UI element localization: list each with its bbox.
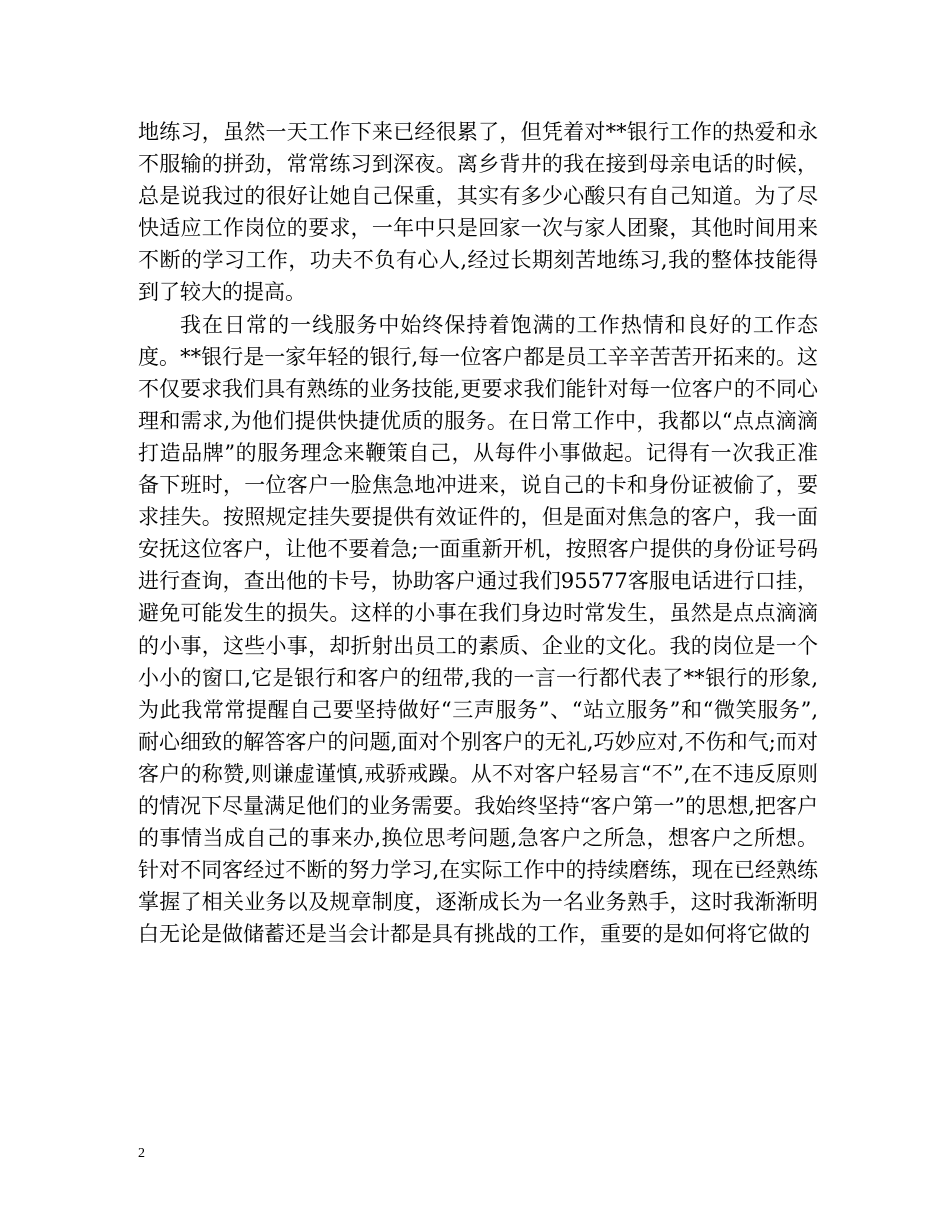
paragraph-service-attitude: 我在日常的一线服务中始终保持着饱满的工作热情和良好的工作态度。**银行是一家年轻的银行,每一位客户都是员工辛辛苦苦开拓来的。这不仅要求我们具有熟练的业务技能,更要求我们能针对每一位客户的不同心理和需求,为他们提供快捷优质的服务。在日常工作中，我都以“点点滴滴打造品牌”的服务理念来鞭策自己，从每件小事做起。记得有一次我正准备下班时，一位客户一脸焦急地冲进来，说自己的卡和身份证被偷了，要求挂失。按照规定挂失要提供有效证件的，但是面对焦急的客户，我一面安抚这位客户，让他不要着急;一面重新开机，按照客户提供的身份证号码进行查询，查出他的卡号，协助客户通过我们95577客服电话进行口挂，避免可能发生的损失。这样的小事在我们身边时常发生，虽然是点点滴滴的小事，这些小事，却折射出员工的素质、企业的文化。我的岗位是一个小小的窗口,它是银行和客户的纽带,我的一言一行都代表了**银行的形象,为此我常常提醒自己要坚持做好“三声服务”、“站立服务”和“微笑服务”,耐心细致的解答客户的问题,面对个别客户的无礼,巧妙应对,不伤和气;而对客户的称赞,则谦虚谨慎,戒骄戒躁。从不对客户轻易言“不”,在不违反原则的情况下尽量满足他们的业务需要。我始终坚持“客户第一”的思想,把客户的事情当成自己的事来办,换位思考问题,急客户之所急，想客户之所想。针对不同客经过不断的努力学习,在实际工作中的持续磨练，现在已经熟练掌握了相关业务以及规章制度，逐渐成长为一名业务熟手，这时我渐渐明白无论是做储蓄还是当会计都是具有挑战的工作，重要的是如何将它做的: [138, 312, 818, 947]
document-body: [138, 116, 818, 950]
paragraph-continuation: 地练习，虽然一天工作下来已经很累了，但凭着对**银行工作的热爱和永不服输的拼劲，常常练习到深夜。离乡背井的我在接到母亲电话的时候，总是说我过的很好让她自己保重，其实有多少心酸只有自己知道。为了尽快适应工作岗位的要求，一年中只是回家一次与家人团聚，其他时间用来不断的学习工作，功夫不负有心人,经过长期刻苦地练习,我的整体技能得到了较大的提高。: [138, 120, 818, 305]
page-number: 2: [138, 1146, 145, 1161]
